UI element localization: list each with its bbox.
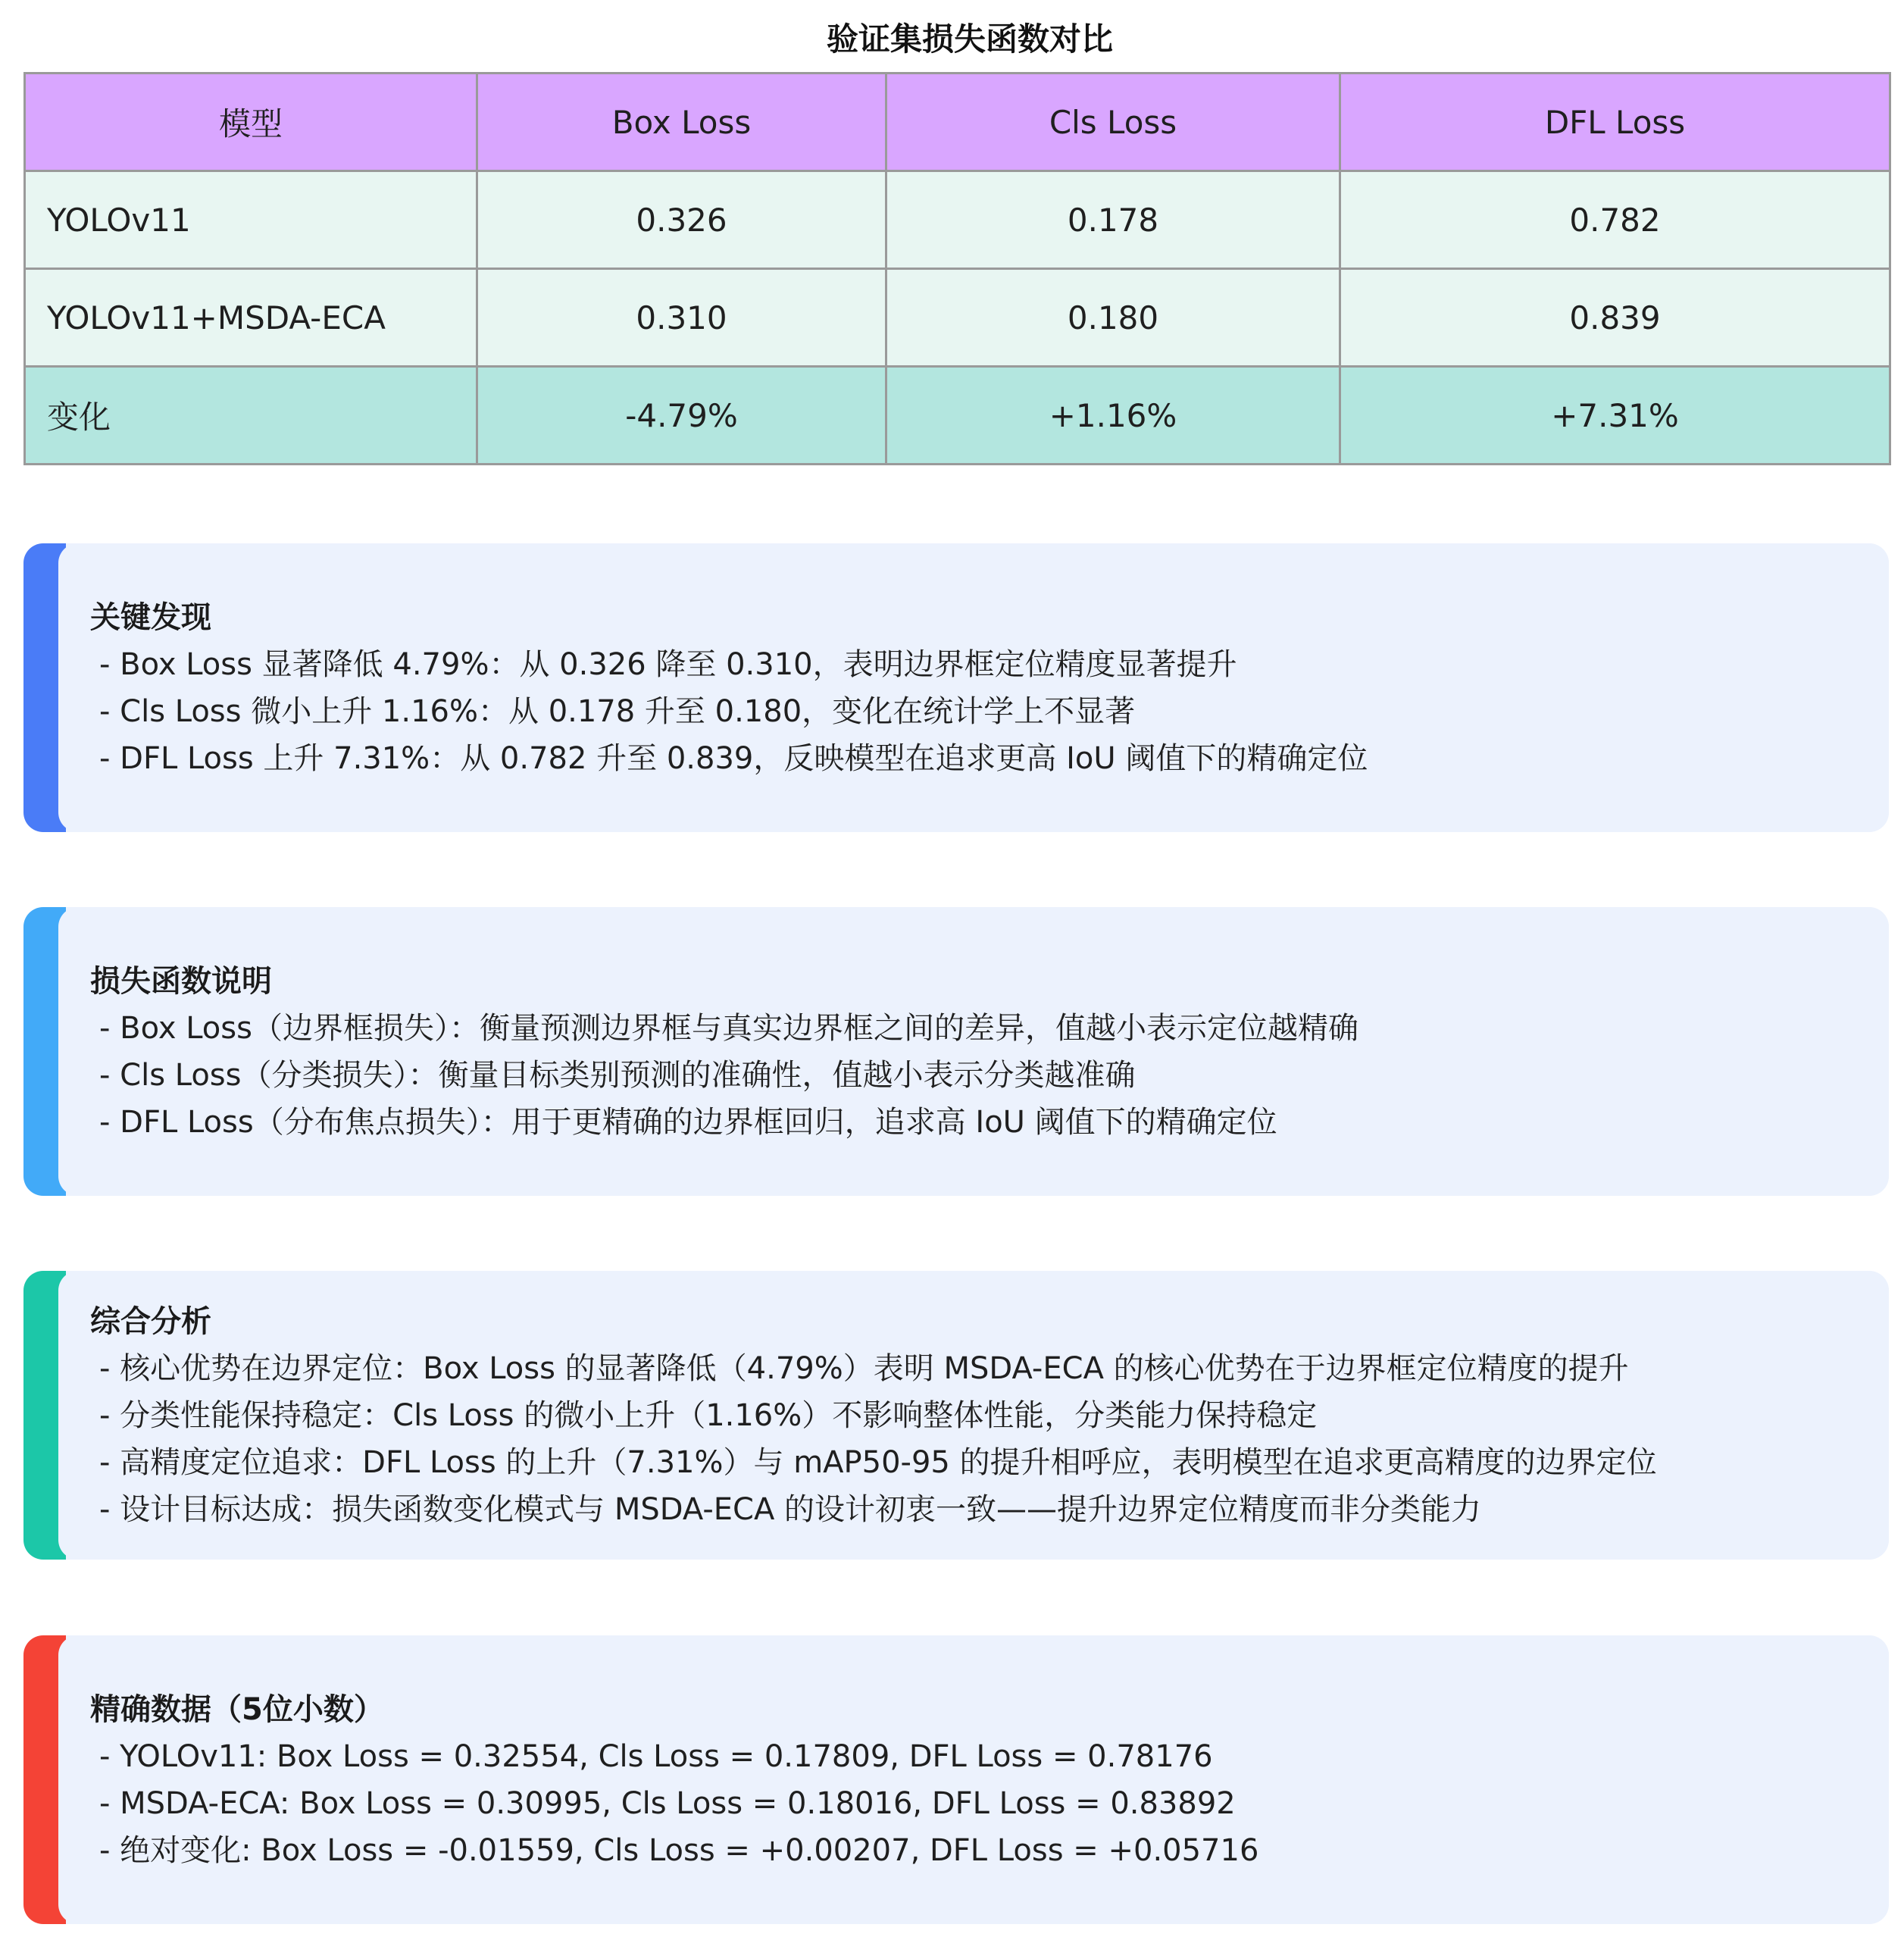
card-line: - 核心优势在边界定位：Box Loss 的显著降低（4.79%）表明 MSDA-ECA 的核心优势在于边界框定位精度的提升 — [99, 1351, 1629, 1386]
cell-dfl-loss: 0.839 — [1340, 269, 1890, 367]
card-line: - Cls Loss（分类损失）：衡量目标类别预测的准确性，值越小表示分类越准确 — [99, 1058, 1136, 1093]
column-header-dfl-loss: DFL Loss — [1340, 74, 1890, 171]
table-header-row — [25, 74, 1890, 171]
exact-data-card — [23, 1635, 1889, 1924]
card-line: - 设计目标达成：损失函数变化模式与 MSDA-ECA 的设计初衷一致——提升边界定位精度而非分类能力 — [99, 1492, 1482, 1527]
loss-comparison-table — [23, 72, 1891, 465]
column-header-model: 模型 — [25, 74, 477, 171]
card-line: - 分类性能保持稳定：Cls Loss 的微小上升（1.16%）不影响整体性能，分类能力保持稳定 — [99, 1398, 1318, 1433]
loss-explanation-card — [23, 907, 1889, 1196]
column-header-cls-loss: Cls Loss — [886, 74, 1340, 171]
card-heading: 精确数据（5位小数） — [90, 1692, 384, 1727]
card-line: - DFL Loss（分布焦点损失）：用于更精确的边界框回归，追求高 IoU 阈值下的精确定位 — [99, 1105, 1277, 1140]
card-line: - DFL Loss 上升 7.31%：从 0.782 升至 0.839，反映模型在追求更高 IoU 阈值下的精确定位 — [99, 741, 1368, 776]
card-heading: 损失函数说明 — [90, 964, 272, 999]
card-line: - Cls Loss 微小上升 1.16%：从 0.178 升至 0.180，变化在统计学上不显著 — [99, 694, 1136, 729]
card-line: - 绝对变化: Box Loss = -0.01559, Cls Loss = +0.00207, DFL Loss = +0.05716 — [99, 1833, 1259, 1868]
table-row — [25, 269, 1890, 367]
overall-analysis-card — [23, 1271, 1889, 1560]
column-header-box-loss: Box Loss — [477, 74, 886, 171]
card-line: - 高精度定位追求：DFL Loss 的上升（7.31%）与 mAP50-95 的提升相呼应，表明模型在追求更高精度的边界定位 — [99, 1445, 1657, 1480]
table-row — [25, 171, 1890, 269]
cell-model: YOLOv11 — [25, 171, 477, 269]
cell-box-loss: 0.326 — [477, 171, 886, 269]
cell-dfl-loss-change: +7.31% — [1340, 367, 1890, 465]
cell-cls-loss: 0.178 — [886, 171, 1340, 269]
cell-model: YOLOv11+MSDA-ECA — [25, 269, 477, 367]
table-row-change — [25, 367, 1890, 465]
key-findings-card — [23, 543, 1889, 832]
card-line: - YOLOv11: Box Loss = 0.32554, Cls Loss = 0.17809, DFL Loss = 0.78176 — [99, 1739, 1213, 1774]
cell-box-loss-change: -4.79% — [477, 367, 886, 465]
cell-cls-loss: 0.180 — [886, 269, 1340, 367]
cell-dfl-loss: 0.782 — [1340, 171, 1890, 269]
card-line: - Box Loss 显著降低 4.79%：从 0.326 降至 0.310，表明边界框定位精度显著提升 — [99, 647, 1237, 682]
cell-model: 变化 — [25, 367, 477, 465]
card-heading: 关键发现 — [90, 600, 211, 635]
cell-cls-loss-change: +1.16% — [886, 367, 1340, 465]
card-heading: 综合分析 — [90, 1304, 211, 1339]
table-title: 验证集损失函数对比 — [826, 20, 1113, 58]
card-line: - Box Loss（边界框损失）：衡量预测边界框与真实边界框之间的差异，值越小表示定位越精确 — [99, 1011, 1358, 1046]
card-line: - MSDA-ECA: Box Loss = 0.30995, Cls Loss = 0.18016, DFL Loss = 0.83892 — [99, 1786, 1236, 1821]
cell-box-loss: 0.310 — [477, 269, 886, 367]
